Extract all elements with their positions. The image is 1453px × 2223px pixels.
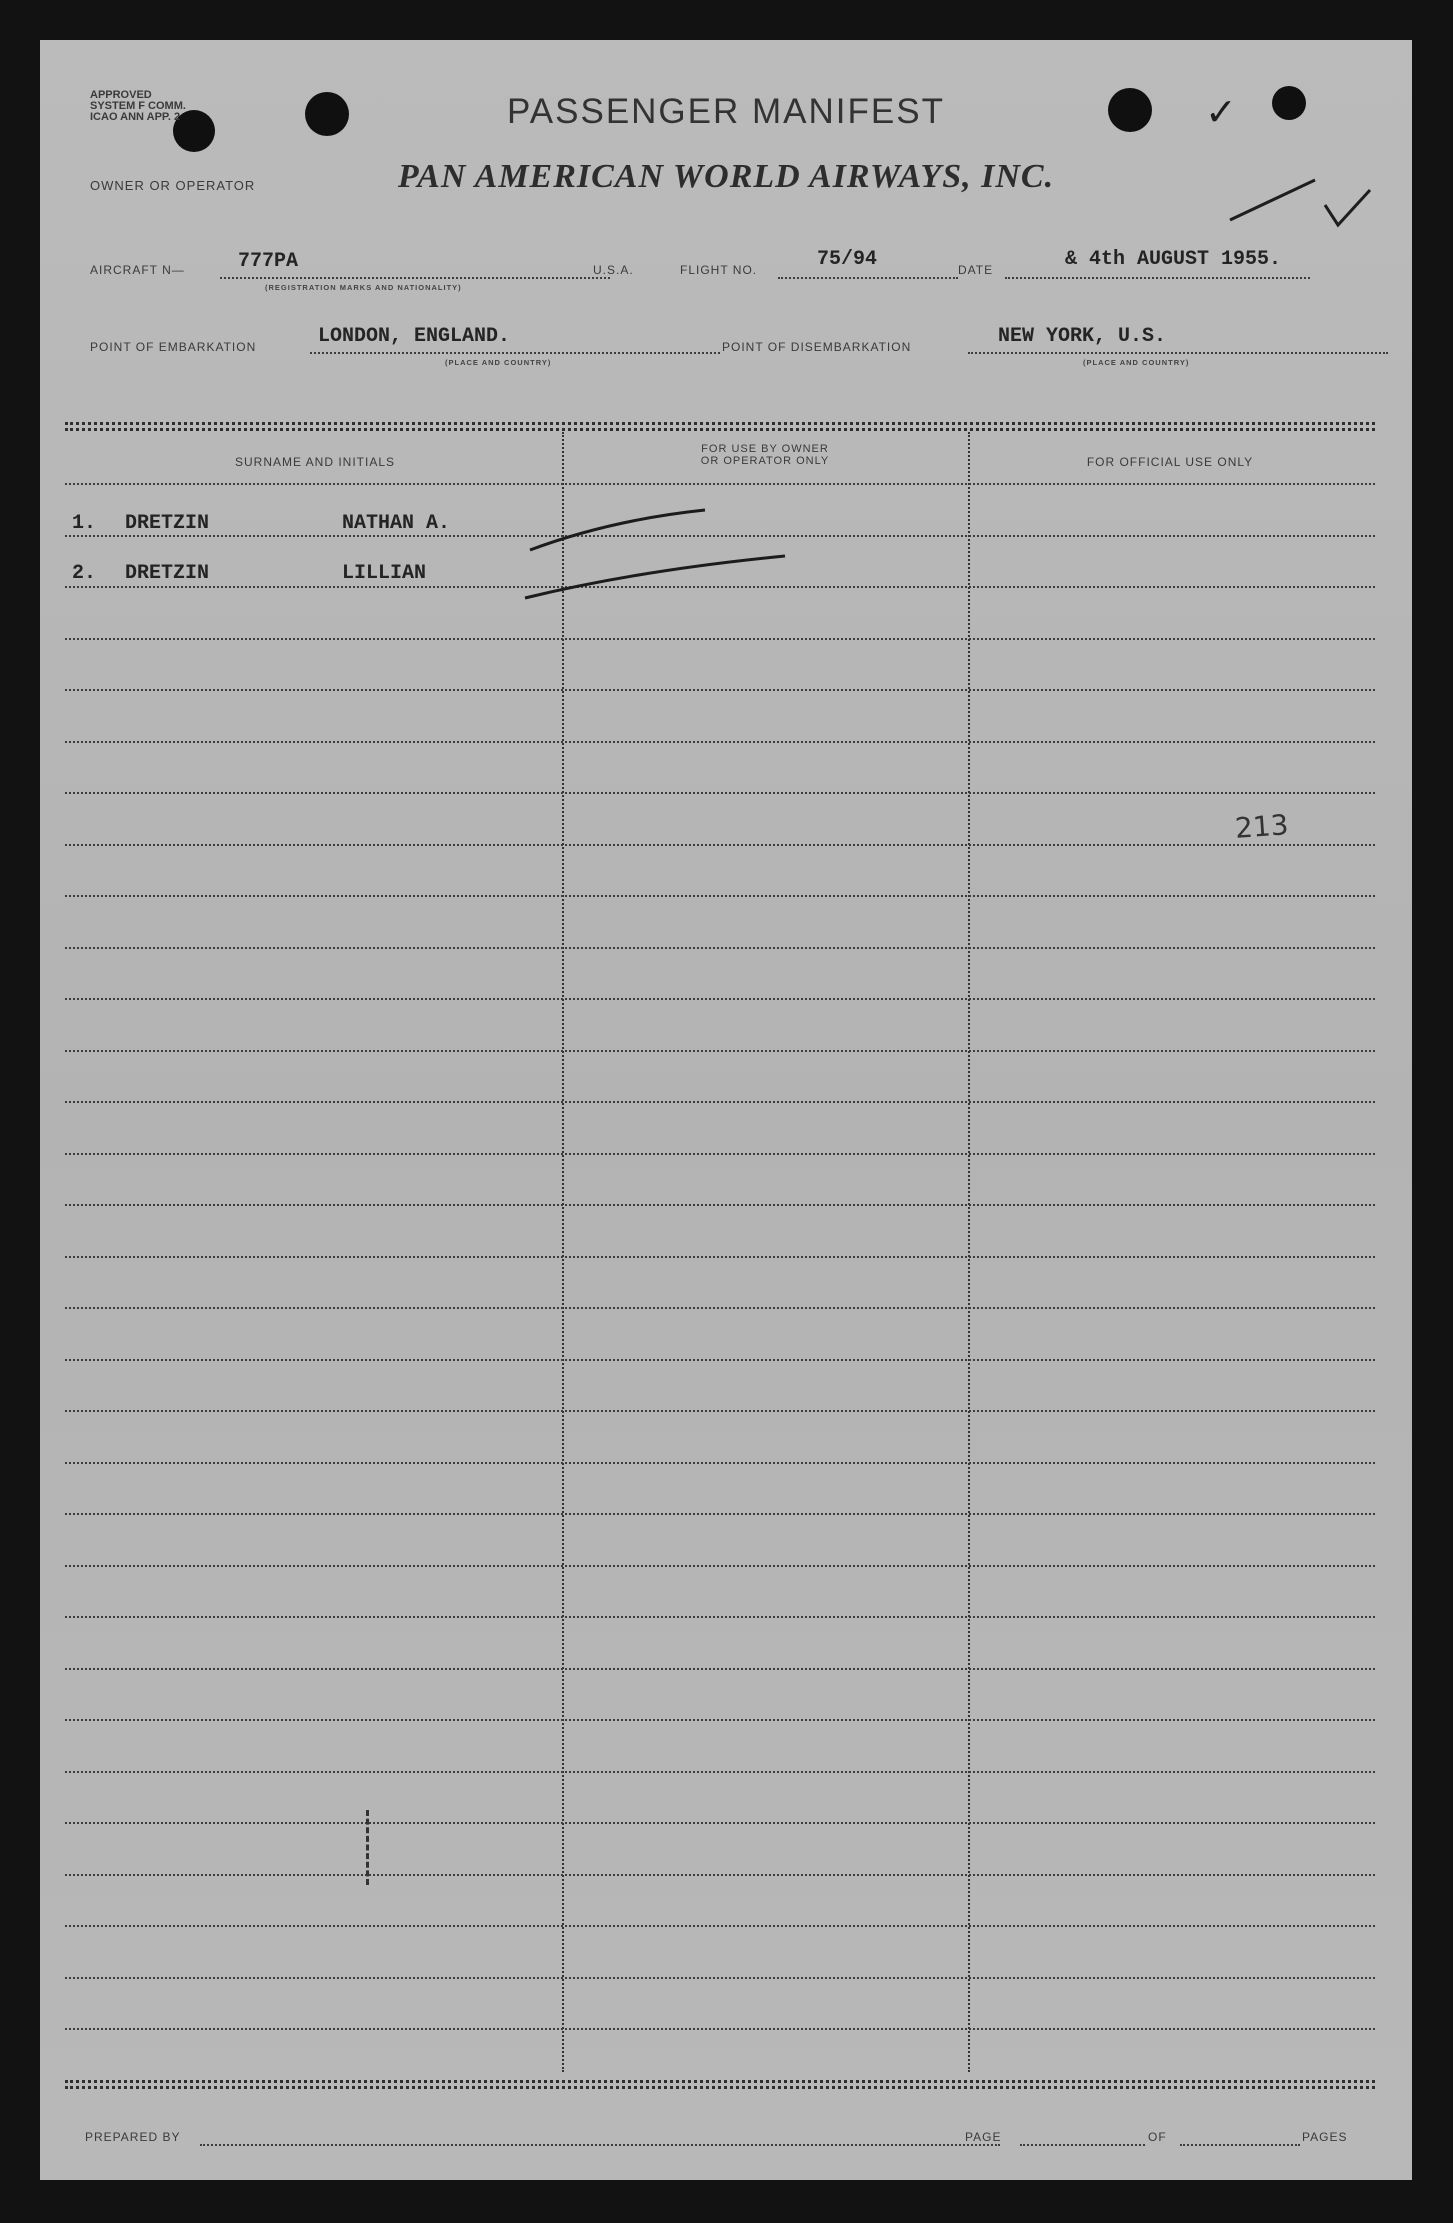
- passenger-1-given: NATHAN A.: [342, 512, 451, 535]
- approved-line-3: ICAO ANN APP. 2: [90, 111, 181, 123]
- handwritten-number: 213: [1233, 808, 1290, 845]
- disembark-label: POINT OF DISEMBARKATION: [722, 340, 912, 354]
- stray-mark: [366, 1810, 369, 1885]
- of-label: OF: [1148, 2130, 1167, 2144]
- table-row-line: [65, 947, 1375, 949]
- disembark-line: [968, 352, 1388, 354]
- table-row-line: [65, 895, 1375, 897]
- embark-sub: (PLACE AND COUNTRY): [445, 358, 552, 367]
- table-row-line: [65, 1513, 1375, 1515]
- approved-line-1: APPROVED: [90, 89, 152, 101]
- aircraft-line: [220, 277, 610, 279]
- date-label: DATE: [958, 263, 994, 277]
- table-row-line: [65, 1616, 1375, 1618]
- page-title: PASSENGER MANIFEST: [507, 92, 945, 131]
- date-line: [1005, 277, 1310, 279]
- passenger-2-surname: DRETZIN: [125, 562, 210, 585]
- table-row-line: [65, 1204, 1375, 1206]
- column-header-owner-use-line2: OR OPERATOR ONLY: [700, 455, 830, 467]
- handwritten-strike-marks: [520, 460, 840, 620]
- owner-label: OWNER OR OPERATOR: [90, 178, 256, 193]
- embark-label: POINT OF EMBARKATION: [90, 340, 257, 354]
- embark-value: LONDON, ENGLAND.: [318, 325, 511, 348]
- column-header-owner-use-line1: FOR USE BY OWNER: [701, 443, 829, 455]
- table-row-line: [65, 1719, 1375, 1721]
- table-row-line: [65, 638, 1375, 640]
- column-divider-2: [968, 432, 970, 2072]
- disembark-sub: (PLACE AND COUNTRY): [1083, 358, 1190, 367]
- table-row-line: [65, 1565, 1375, 1567]
- flight-line: [778, 277, 958, 279]
- aircraft-value: 777PA: [238, 250, 299, 273]
- table-row-line: [65, 1462, 1375, 1464]
- table-row-line: [65, 1050, 1375, 1052]
- operator-name: PAN AMERICAN WORLD AIRWAYS, INC.: [397, 158, 1055, 195]
- handwritten-check-mark: ✓: [1205, 90, 1237, 134]
- table-row-line: [65, 1925, 1375, 1927]
- prepared-by-line: [200, 2144, 1000, 2146]
- passenger-1-number: 1.: [72, 512, 97, 535]
- aircraft-sub: (REGISTRATION MARKS AND NATIONALITY): [265, 283, 462, 292]
- table-row-line: [65, 844, 1375, 846]
- of-line: [1180, 2144, 1300, 2146]
- manifest-sheet: [40, 40, 1412, 2180]
- table-row-line: [65, 1256, 1375, 1258]
- aircraft-label: AIRCRAFT N—: [90, 263, 185, 277]
- embark-line: [310, 352, 720, 354]
- approved-line-2: SYSTEM F COMM.: [90, 100, 186, 112]
- column-divider-1: [562, 432, 564, 2072]
- table-row-line: [65, 1668, 1375, 1670]
- flight-value: 75/94: [817, 248, 878, 271]
- handwritten-check-stroke: [1220, 135, 1390, 235]
- passenger-2-given: LILLIAN: [342, 562, 427, 585]
- table-row-line: [65, 689, 1375, 691]
- table-row-line: [65, 1771, 1375, 1773]
- table-top-rule: [65, 422, 1375, 425]
- table-row-line: [65, 2028, 1375, 2030]
- flight-label: FLIGHT NO.: [680, 263, 758, 277]
- table-row-line: [65, 1101, 1375, 1103]
- passenger-1-surname: DRETZIN: [125, 512, 210, 535]
- table-row-line: [65, 1410, 1375, 1412]
- page-label: PAGE: [965, 2130, 1002, 2144]
- passenger-2-number: 2.: [72, 562, 97, 585]
- date-value: & 4th AUGUST 1955.: [1065, 248, 1282, 271]
- table-row-line: [65, 1874, 1375, 1876]
- table-bottom-rule: [65, 2080, 1375, 2083]
- pages-label: PAGES: [1302, 2130, 1348, 2144]
- prepared-by-label: PREPARED BY: [85, 2130, 181, 2144]
- usa-label: U.S.A.: [593, 263, 634, 277]
- column-header-surname: SURNAME AND INITIALS: [234, 455, 396, 469]
- page-line: [1020, 2144, 1145, 2146]
- table-row-line: [65, 792, 1375, 794]
- table-row-line: [65, 741, 1375, 743]
- table-row-line: [65, 1359, 1375, 1361]
- table-row-line: [65, 998, 1375, 1000]
- table-row-line: [65, 1153, 1375, 1155]
- table-top-rule-2: [65, 428, 1375, 431]
- column-header-official-use: FOR OFFICIAL USE ONLY: [1086, 455, 1254, 469]
- disembark-value: NEW YORK, U.S.: [998, 325, 1167, 348]
- table-bottom-rule-2: [65, 2086, 1375, 2089]
- table-row-line: [65, 1307, 1375, 1309]
- table-row-line: [65, 1822, 1375, 1824]
- table-row-line: [65, 1977, 1375, 1979]
